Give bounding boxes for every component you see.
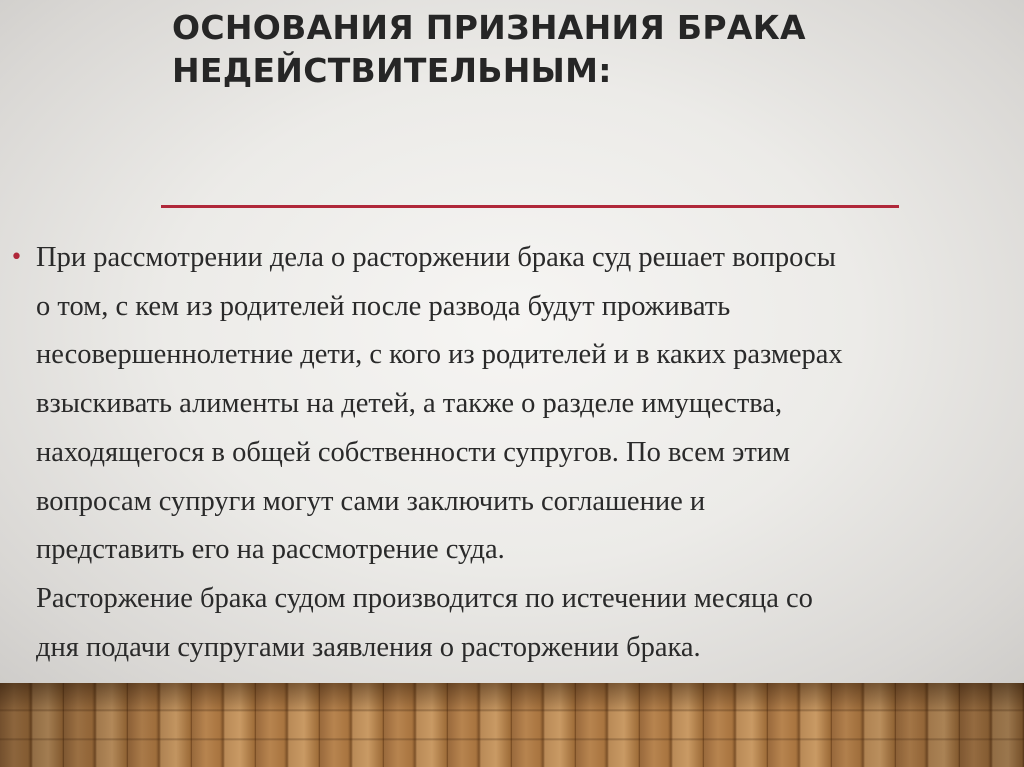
bullet-icon: • xyxy=(10,245,23,270)
body-line-5: находящегося в общей собственности супругов. По всем этим xyxy=(36,436,791,468)
body-line-7: представить его на рассмотрение суда. xyxy=(36,534,505,566)
body-line-9: дня подачи супругами заявления о расторжении брака. xyxy=(36,631,701,663)
title-underline-divider xyxy=(161,205,899,208)
body-line-2: о том, с кем из родителей после развода будут проживать xyxy=(36,290,731,322)
body-line-3: несовершеннолетние дети, с кого из родителей и в каких размерах xyxy=(36,339,843,371)
body-line-8: Расторжение брака судом производится по истечении месяца со xyxy=(36,582,813,614)
body-line-4: взыскивать алименты на детей, а также о разделе имущества, xyxy=(36,388,783,420)
slide-title xyxy=(172,6,872,92)
slide-body xyxy=(0,234,1024,672)
body-line-1: При рассмотрении дела о расторжении брака суд решает вопросы xyxy=(36,242,836,273)
body-line-6: вопросам супруги могут сами заключить соглашение и xyxy=(36,485,706,517)
slide-title-line-2: НЕДЕЙСТВИТЕЛЬНЫМ: xyxy=(172,51,612,90)
bullet-item xyxy=(0,234,1024,672)
wooden-floor-shading xyxy=(0,683,1024,767)
slide-title-line-1: ОСНОВАНИЯ ПРИЗНАНИЯ БРАКА xyxy=(172,8,806,47)
